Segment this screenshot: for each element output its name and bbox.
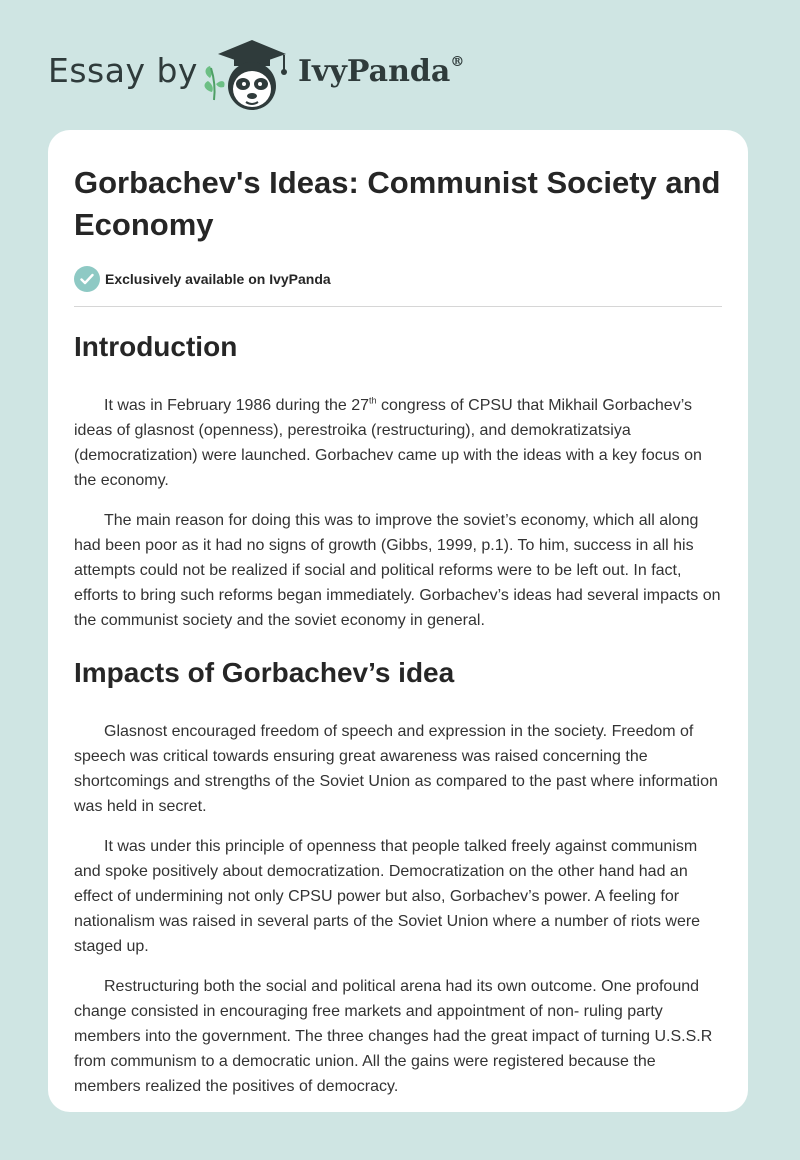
brand-label: IvyPanda bbox=[298, 54, 451, 89]
leaf-icon bbox=[205, 66, 225, 100]
ivypanda-logo-icon[interactable] bbox=[200, 34, 292, 112]
page-title: Gorbachev's Ideas: Communist Society and Economy bbox=[74, 165, 721, 242]
check-icon bbox=[74, 266, 100, 292]
paragraph-text: It was in February 1986 during the 27 bbox=[104, 397, 370, 414]
essay-content bbox=[74, 162, 722, 1114]
superscript: th bbox=[369, 395, 377, 406]
paragraph: The main reason for doing this was to improve the soviet’s economy, which all along had been poor as it had no signs of growth (Gibbs, 1999, p.1). To him, success in all his attempts could not be realized if social and political reforms were to be left out. In fact, efforts to bring such reforms began immediately. Gorbachev’s ideas had several impacts on the communist society and the soviet economy in general. bbox=[74, 512, 721, 629]
paragraph: It was under this principle of openness that people talked freely against communism and spoke positively about democratization. Democratization on the other hand had an effect of undermining not only CPSU power but also, Gorbachev’s power. A feeling for nationalism was raised in several parts of the Soviet Union where a number of riots were staged up. bbox=[74, 838, 701, 955]
exclusive-label: Exclusively available on IvyPanda bbox=[105, 271, 331, 287]
section-heading-impacts: Impacts of Gorbachev’s idea bbox=[74, 657, 455, 688]
paragraph: Glasnost encouraged freedom of speech and expression in the society. Freedom of speech was critical towards ensuring great awareness was raised concerning the shortcomings and strengths of the Soviet Union as compared to the past where information was held in secret. bbox=[74, 723, 718, 815]
paragraph-text: congress of CPSU that Mikhail Gorbachev’s ideas of glasnost (openness), perestroika (restructuring), and demokratizatsiya (democratization) were launched. Gorbachev came up with the ideas with a key focus on the economy. bbox=[74, 397, 702, 489]
brand-name[interactable] bbox=[298, 54, 464, 89]
exclusive-badge bbox=[74, 266, 722, 292]
essay-card bbox=[48, 130, 748, 1112]
essay-by-label: Essay by bbox=[48, 51, 198, 90]
paragraph bbox=[74, 393, 722, 493]
divider bbox=[74, 306, 722, 307]
registered-mark: ® bbox=[450, 54, 465, 70]
site-header bbox=[48, 34, 748, 114]
section-heading-introduction: Introduction bbox=[74, 331, 238, 362]
paragraph: Restructuring both the social and political arena had its own outcome. One profound change consisted in encouraging free markets and appointment of non- ruling party members into the government. The three changes had the great impact of turning U.S.S.R from communism to a democratic union. All the gains were registered because the members realized the positives of democracy. bbox=[74, 978, 713, 1095]
